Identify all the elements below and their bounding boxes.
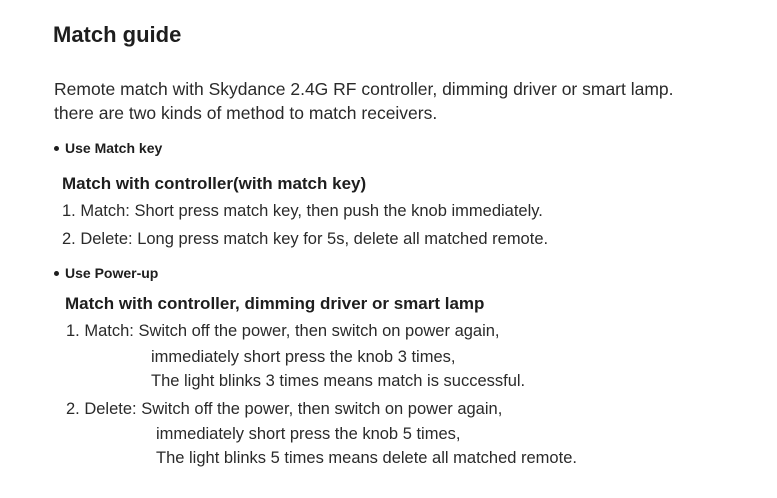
- bullet-label: Use Match key: [65, 140, 163, 156]
- section1-heading: Match with controller(with match key): [62, 174, 367, 193]
- section1-step-match: 1. Match: Short press match key, then push the knob immediately.: [62, 202, 543, 220]
- bullet-dot-icon: [54, 271, 59, 276]
- bullet-label: Use Power-up: [65, 265, 159, 281]
- bullet-use-power-up: [54, 265, 158, 281]
- section2-delete-line-1: 2. Delete: Switch off the power, then switch on power again,: [66, 400, 503, 418]
- section2-delete-line-3: The light blinks 5 times means delete all matched remote.: [156, 449, 577, 467]
- section2-match-line-1: 1. Match: Switch off the power, then switch on power again,: [66, 322, 500, 340]
- section2-heading: Match with controller, dimming driver or smart lamp: [65, 294, 485, 313]
- intro-line-2: there are two kinds of method to match receivers.: [54, 103, 438, 123]
- page-title: Match guide: [53, 22, 182, 47]
- section1-step-delete: 2. Delete: Long press match key for 5s, delete all matched remote.: [62, 230, 549, 248]
- section2-match-line-3: The light blinks 3 times means match is successful.: [151, 372, 526, 390]
- section2-delete-line-2: immediately short press the knob 5 times,: [156, 425, 461, 443]
- intro-line-1: Remote match with Skydance 2.4G RF controller, dimming driver or smart lamp.: [54, 79, 674, 99]
- bullet-dot-icon: [54, 146, 59, 151]
- bullet-use-match-key: [54, 140, 162, 156]
- section2-match-line-2: immediately short press the knob 3 times,: [151, 348, 456, 366]
